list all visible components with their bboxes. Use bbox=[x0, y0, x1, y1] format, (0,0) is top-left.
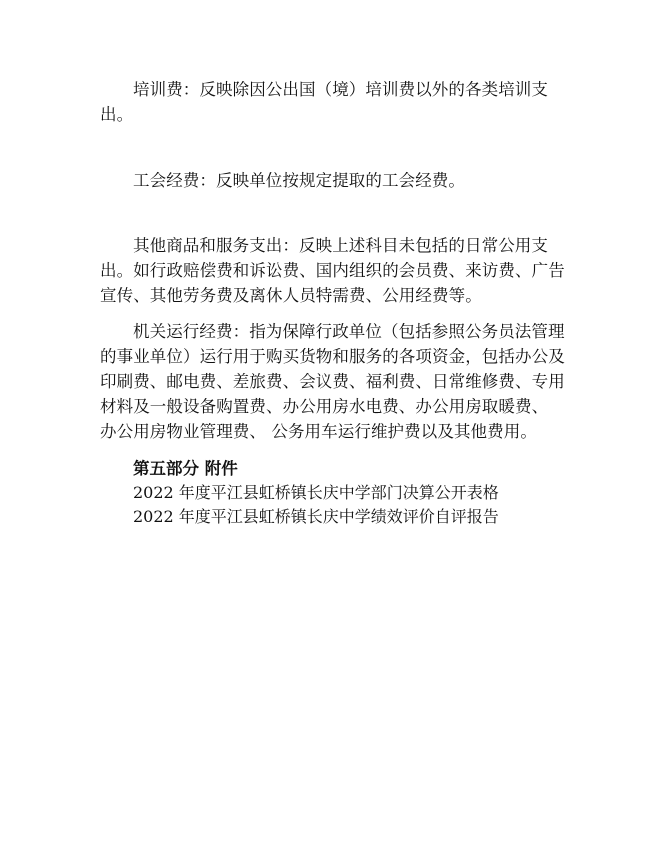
attachment-item-report: 2022 年度平江县虹桥镇长庆中学绩效评价自评报告 bbox=[133, 507, 499, 526]
paragraph-other-goods-services: 其他商品和服务支出：反映上述科目未包括的日常公用支出。如行政赔偿费和诉讼费、国内组织的会员费、来访费、广告宣传、其他劳务费及离休人员特需费、公用经费等。 bbox=[100, 236, 565, 305]
paragraph-union-fee: 工会经费：反映单位按规定提取的工会经费。 bbox=[133, 171, 465, 190]
attachment-item-tables: 2022 年度平江县虹桥镇长庆中学部门决算公开表格 bbox=[133, 483, 499, 502]
paragraph-training-fee: 培训费：反映除因公出国（境）培训费以外的各类培训支出。 bbox=[100, 80, 548, 124]
section-heading-attachments: 第五部分 附件 bbox=[133, 459, 238, 478]
paragraph-operating-expenses: 机关运行经费：指为保障行政单位（包括参照公务员法管理的事业单位）运行用于购买货物和服务的各项资金，包括办公及印刷费、邮电费、差旅费、会议费、福利费、日常维修费、专用材料及一般设备购置费、办公用房水电费、办公用房取暖费、 办公用房物业管理费、 公务用车运行维护费以及其他费用。 bbox=[100, 322, 565, 441]
